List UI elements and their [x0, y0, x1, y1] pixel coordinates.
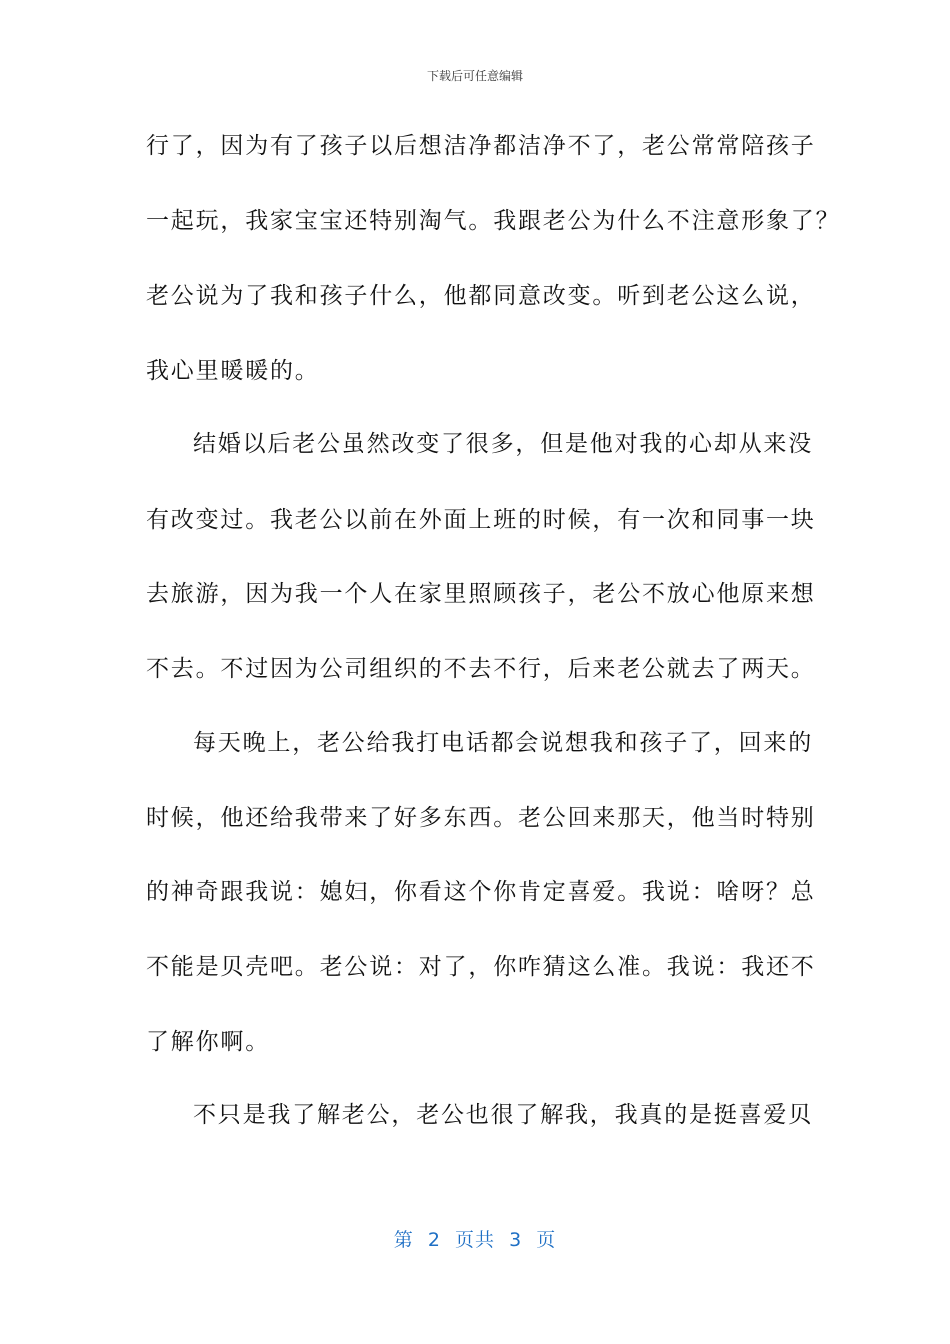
text-line: 的神奇跟我说：媳妇，你看这个你肯定喜爱。我说：啥呀？总 [146, 879, 816, 905]
paragraph-first-line: 每天晚上，老公给我打电话都会说想我和孩子了，回来的 [193, 730, 813, 756]
text-line: 去旅游，因为我一个人在家里照顾孩子，老公不放心他原来想 [146, 581, 816, 607]
text-line: 不能是贝壳吧。老公说：对了，你咋猜这么准。我说：我还不 [146, 954, 816, 980]
text-line: 一起玩，我家宝宝还特别淘气。我跟老公为什么不注意形象了？ [146, 208, 841, 234]
text-line: 有改变过。我老公以前在外面上班的时候，有一次和同事一块 [146, 507, 816, 533]
page-number: 第 2 页共 3 页 [393, 1229, 557, 1251]
text-line: 老公说为了我和孩子什么，他都同意改变。听到老公这么说， [146, 283, 816, 309]
paragraph-first-line: 不只是我了解老公，老公也很了解我，我真的是挺喜爱贝 [193, 1102, 813, 1128]
text-line: 不去。不过因为公司组织的不去不行，后来老公就去了两天。 [146, 656, 816, 682]
text-line: 我心里暖暖的。 [146, 358, 320, 384]
header-note: 下载后可任意编辑 [426, 69, 523, 83]
text-line: 时候，他还给我带来了好多东西。老公回来那天，他当时特别 [146, 805, 816, 831]
text-line: 了解你啊。 [146, 1029, 270, 1055]
text-line: 行了，因为有了孩子以后想洁净都洁净不了，老公常常陪孩子 [146, 133, 816, 159]
paragraph-first-line: 结婚以后老公虽然改变了很多，但是他对我的心却从来没 [193, 431, 813, 457]
